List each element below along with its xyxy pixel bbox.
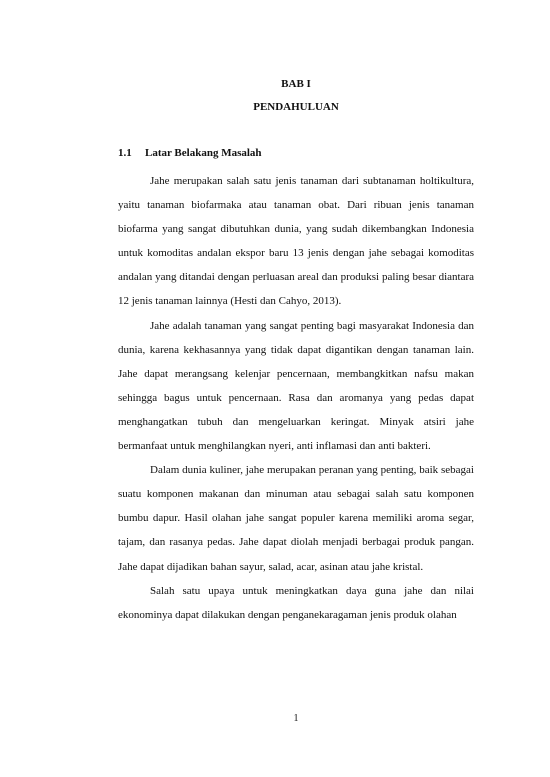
section-title: Latar Belakang Masalah xyxy=(145,147,262,159)
paragraph-3: Dalam dunia kuliner, jahe merupakan peranan yang penting, baik sebagai suatu komponen makanan dan minuman atau sebagai salah satu komponen bumbu dapur. Hasil olahan jahe sangat populer karena memiliki aroma segar, tajam, dan rasanya pedas. Jahe dapat diolah menjadi berbagai produk pangan. Jahe dapat dijadikan bahan sayur, salad, acar, asinan atau jahe kristal. xyxy=(118,464,474,573)
section-number: 1.1 xyxy=(118,147,132,159)
paragraph-4: Salah satu upaya untuk meningkatkan daya guna jahe dan nilai ekonominya dapat dilakukan dengan penganekaragaman jenis produk olahan xyxy=(118,584,474,621)
chapter-title: PENDAHULUAN xyxy=(253,101,339,113)
section-heading xyxy=(118,147,474,160)
paragraph-2: Jahe adalah tanaman yang sangat penting bagi masyarakat Indonesia dan dunia, karena kekhasannya yang tidak dapat digantikan dengan tanaman lain. Jahe dapat merangsang kelenjar pencernaan, membangkitkan nafsu makan sehingga bagus untuk pencernaan. Rasa dan aromanya yang pedas dapat menghangatkan tubuh dan mengeluarkan keringat. Minyak atsiri jahe bermanfaat untuk menghilangkan nyeri, anti inflamasi dan anti bakteri. xyxy=(118,319,474,453)
paragraph-1: Jahe merupakan salah satu jenis tanaman dari subtanaman holtikultura, yaitu tanaman biofarmaka atau tanaman obat. Dari ribuan jenis tanaman biofarma yang sangat dibutuhkan dunia, yang sudah dikembangkan Indonesia untuk komoditas andalan ekspor baru 13 jenis dengan jahe sebagai komoditas andalan yang ditandai dengan perluasan areal dan produksi paling besar diantara 12 jenis tanaman lainnya (Hesti dan Cahyo, 2013). xyxy=(118,175,474,308)
page-number: 1 xyxy=(293,713,299,724)
body-text xyxy=(118,169,474,627)
chapter-number: BAB I xyxy=(281,78,311,90)
